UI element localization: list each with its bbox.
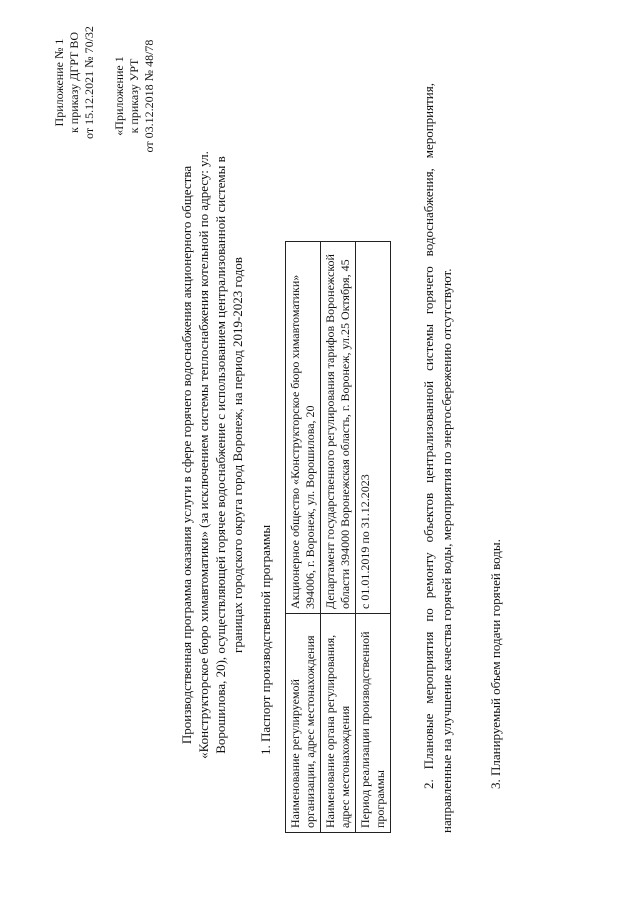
- appendix-number: «Приложение 1: [112, 56, 126, 136]
- table-cell-value: с 01.01.2019 по 31.12.2023: [356, 242, 391, 614]
- appendix-order-ref: к приказу ДГРТ ВО: [67, 31, 81, 134]
- table-row: [321, 242, 356, 833]
- section-3-heading: 3. Планируемый объем подачи горячей воды.: [488, 539, 503, 789]
- appendix-order-ref: к приказу УРТ: [127, 58, 141, 134]
- appendix-order-date: от 03.12.2018 № 48/78: [142, 39, 156, 153]
- appendix-header-current: [52, 25, 97, 140]
- appendix-order-date: от 15.12.2021 № 70/32: [82, 26, 96, 139]
- table-cell-value: Департамент государственного регулирования тарифов Воронежской области 394000 Воронежская область, г. Воронеж, ул.25 Октября, 45: [321, 242, 356, 614]
- table-cell-key: Период реализации производственной программы: [356, 614, 391, 833]
- table-row: [286, 242, 321, 833]
- section-1-heading: 1. Паспорт производственной программы: [258, 524, 273, 755]
- section-2-paragraph: 2. Плановые мероприятия по ремонту объектов централизованной системы горячего водоснабжения, мероприятия, направленные на улучшение качества горячей воды, мероприятия по энергосбережению отсутствуют.: [421, 83, 454, 833]
- appendix-number: Приложение № 1: [52, 38, 66, 127]
- table-cell-key: Наименование органа регулирования, адрес местонахождения: [321, 614, 356, 833]
- appendix-header-original: [112, 25, 157, 167]
- table-row: [356, 242, 391, 833]
- document-title: Производственная программа оказания услуги в сфере горячего водоснабжения акционерного общества «Конструкторское бюро химавтоматики» (за исключением системы теплоснабжения котельной по адресу: ул. Ворошилова, 20), осуществляющей горячее водоснабжение с использованием централизованной системы в границах городского округа город Воронеж, на период 2019-2023 годов: [179, 151, 245, 759]
- passport-table: [285, 241, 391, 833]
- table-cell-value: Акционерное общество «Конструкторское бюро химавтоматики» 394006, г. Воронеж, ул. Ворошилова, 20: [286, 242, 321, 614]
- table-cell-key: Наименование регулируемой организации, адрес местонахождения: [286, 614, 321, 833]
